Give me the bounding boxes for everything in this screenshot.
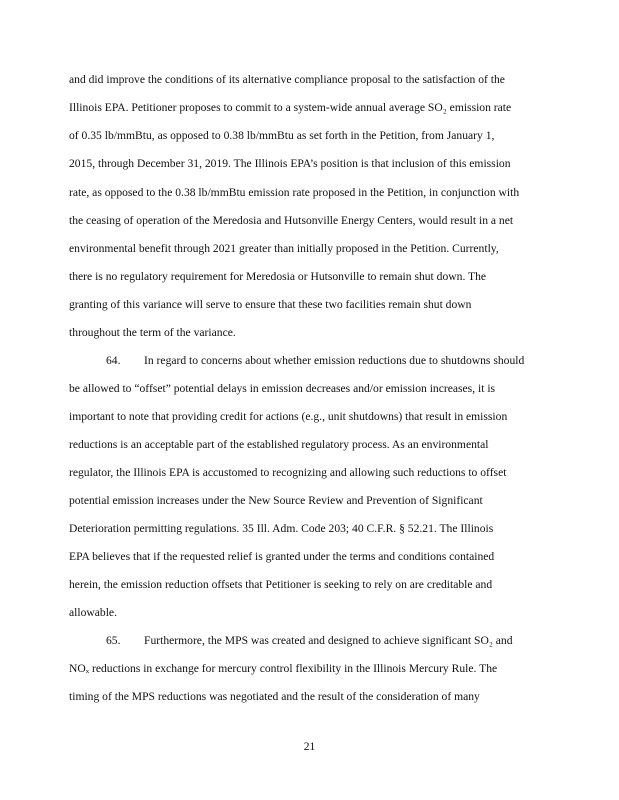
text-line: of 0.35 lb/mmBtu, as opposed to 0.38 lb/mmBtu as set forth in the Petition, from January 1, <box>69 129 495 142</box>
text-line: granting of this variance will serve to ensure that these two facilities remain shut down <box>69 298 472 311</box>
text-line: regulator, the Illinois EPA is accustomed to recognizing and allowing such reductions to offset <box>69 466 507 479</box>
paragraph-number: 64. <box>106 354 121 367</box>
text-line: timing of the MPS reductions was negotiated and the result of the consideration of many <box>69 690 480 703</box>
text-line: Deterioration permitting regulations. 35 Ill. Adm. Code 203; 40 C.F.R. § 52.21. The Illinois <box>69 522 494 535</box>
text-line: herein, the emission reduction offsets that Petitioner is seeking to rely on are creditable and <box>69 578 493 591</box>
text-line: and did improve the conditions of its alternative compliance proposal to the satisfaction of the <box>69 73 505 86</box>
text-line: reductions is an acceptable part of the established regulatory process. As an environmental <box>69 438 489 451</box>
text-line: NOₓ reductions in exchange for mercury control flexibility in the Illinois Mercury Rule. The <box>69 662 498 675</box>
text-line: EPA believes that if the requested relief is granted under the terms and conditions contained <box>69 550 495 563</box>
text-line: allowable. <box>69 606 117 619</box>
page-number: 21 <box>303 740 316 753</box>
text-line: 2015, through December 31, 2019. The Illinois EPA’s position is that inclusion of this emission <box>69 157 511 170</box>
paragraph-number: 65. <box>106 634 121 647</box>
text-line: rate, as opposed to the 0.38 lb/mmBtu emission rate proposed in the Petition, in conjunction with <box>69 186 520 199</box>
text-line: be allowed to “offset” potential delays in emission decreases and/or emission increases, it is <box>69 382 496 395</box>
text-line: In regard to concerns about whether emission reductions due to shutdowns should <box>144 354 525 367</box>
text-line: potential emission increases under the New Source Review and Prevention of Significant <box>69 494 483 507</box>
text-line: Furthermore, the MPS was created and designed to achieve significant SO₂ and <box>144 634 513 647</box>
text-line: the ceasing of operation of the Meredosia and Hutsonville Energy Centers, would result in a net <box>69 214 514 227</box>
text-line: throughout the term of the variance. <box>69 326 236 339</box>
text-line: Illinois EPA. Petitioner proposes to commit to a system-wide annual average SO₂ emission rate <box>69 101 512 114</box>
text-line: important to note that providing credit for actions (e.g., unit shutdowns) that result in emission <box>69 410 508 423</box>
text-line: environmental benefit through 2021 greater than initially proposed in the Petition. Currently, <box>69 242 499 255</box>
text-line: there is no regulatory requirement for Meredosia or Hutsonville to remain shut down. The <box>69 270 487 283</box>
